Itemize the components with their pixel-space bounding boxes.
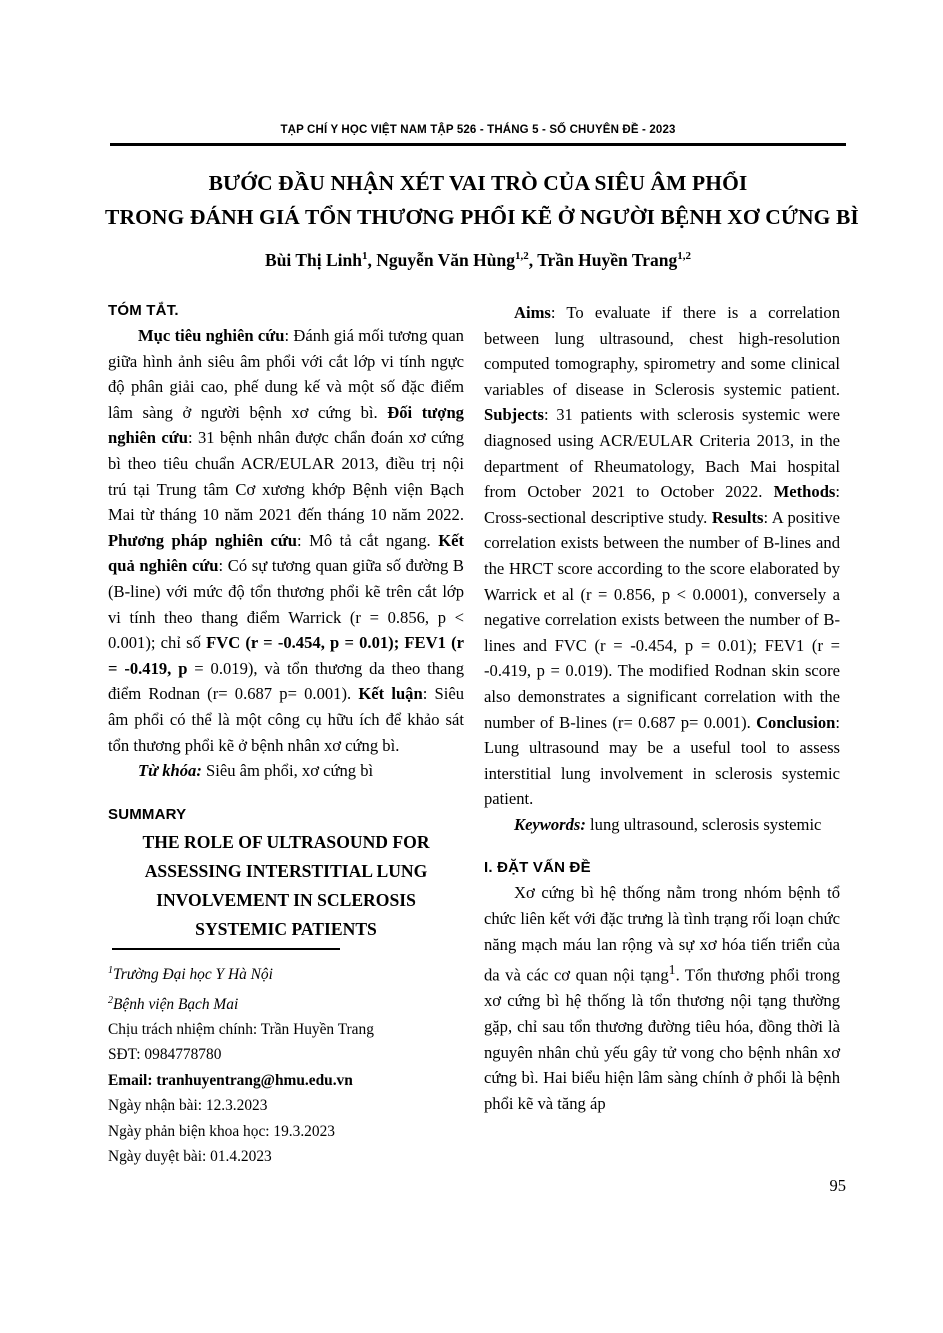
affiliation-1-text: Trường Đại học Y Hà Nội <box>113 966 273 984</box>
label-results: Results <box>711 507 764 527</box>
label-aims: Aims <box>514 303 551 322</box>
intro-text-part-2: . Tổn thương phổi trong xơ cứng bì hệ thống là tổn thương nội tạng thường gặp, chỉ sau tổn thương đường tiêu hóa, đồng thời là nguyên nhân chủ yếu gây tử vong cho bệnh nhân xơ cứng bì. Hai biểu hiện lâm sàng chính ở phổi là bệnh phổi kẽ và tăng áp <box>484 965 840 1113</box>
email-line <box>108 1068 468 1093</box>
text-ket-luan: : Siêu âm phổi có thể là một công cụ hữu ích để khảo sát tổn thương phổi kẽ ở bệnh nhân xơ cứng bì. <box>108 684 465 755</box>
header-divider-rule <box>110 143 846 146</box>
page-number: 95 <box>829 1176 846 1195</box>
tomtat-heading: TÓM TẮT. <box>108 302 179 319</box>
text-fvc-fev-values: FVC (r = -0.454, p = 0.01); FEV1 (r = -0.419, p <box>108 633 464 678</box>
author-1-name: Bùi Thị Linh <box>265 250 362 270</box>
keywords-text-en: lung ultrasound, sclerosis systemic <box>585 814 822 834</box>
author-2-name: Nguyễn Văn Hùng <box>376 250 515 270</box>
author-list <box>105 250 851 271</box>
label-subjects: Subjects <box>484 405 544 425</box>
article-title <box>105 166 859 234</box>
label-doi-tuong: Đối tượng nghiên cứu <box>108 402 464 448</box>
citation-reference-1: 1 <box>668 962 676 978</box>
email-address: tranhuyentrang@hmu.edu.vn <box>156 1071 353 1089</box>
label-muc-tieu: Mục tiêu nghiên cứu <box>138 326 285 345</box>
text-results: : A positive correlation exists between the number of B-lines and the HRCT score according to the score elaborated by Warrick et al (r = 0.856, p < 0.0001), conversely a negative correlation exists between the number of B-lines and FVC (r = -0.454, p = 0.01); FEV1 (r = -0.419, p = 0.019). The modified Rodnan skin score also demonstrates a significant correlation with the number of B-lines (r= 0.687 p= 0.001). <box>484 507 840 732</box>
author-3-affiliation-marker: 1,2 <box>677 250 691 263</box>
email-label: Email: <box>108 1071 157 1089</box>
intro-text-part-1: Xơ cứng bì hệ thống nằm trong nhóm bệnh tổ chức liên kết với đặc trưng là tình trạng rối loạn chức năng mạch máu lan rộng và sự xơ hóa tiến triển của da và các cơ quan nội tạng <box>484 883 840 985</box>
keywords-label-en: Keywords: <box>514 814 586 834</box>
footnote-block <box>108 958 468 1170</box>
text-ket-qua: : Có sự tương quan giữa số đường B (B-line) với mức độ tổn thương phổi kẽ trên cắt lớp vi tính theo thang điểm Warrick (r = 0.856, p < 0.001); chỉ số <box>108 556 464 653</box>
introduction-paragraph <box>484 880 840 1116</box>
english-abstract <box>484 300 840 812</box>
keywords-label-vi: Từ khóa: <box>138 761 202 781</box>
right-column <box>484 300 840 1116</box>
label-methods: Methods <box>773 482 836 502</box>
affiliation-2-text: Bệnh viện Bạch Mai <box>113 995 239 1013</box>
vietnamese-keywords <box>108 758 464 784</box>
label-ket-luan: Kết luận <box>358 684 423 704</box>
label-phuong-phap: Phương pháp nghiên cứu <box>108 530 298 550</box>
author-2-affiliation-marker: 1,2 <box>515 250 529 263</box>
text-doi-tuong: : 31 bệnh nhân được chẩn đoán xơ cứng bì theo tiêu chuẩn ACR/EULAR 2013, điều trị nội trú tại Trung tâm Cơ xương khớp Bệnh viện Bạch Mai từ tháng 10 năm 2021 đến tháng 10 năm 2022. <box>108 428 464 525</box>
english-title <box>108 828 464 944</box>
label-ket-qua: Kết quả nghiên cứu <box>108 530 465 576</box>
article-title-line-2: TRONG ĐÁNH GIÁ TỔN THƯƠNG PHỔI KẼ Ở NGƯỜI BỆNH XƠ CỨNG BÌ <box>105 205 859 229</box>
footnote-divider-rule <box>112 948 340 950</box>
text-muc-tieu: : Đánh giá mối tương quan giữa hình ảnh siêu âm phổi với cắt lớp vi tính ngực độ phân giải cao, phế dung kế và một số đặc điểm lâm sàng ở người bệnh xơ cứng bì. <box>108 326 464 422</box>
vietnamese-abstract <box>108 323 464 758</box>
text-conclusion: : Lung ultrasound may be a useful tool to assess interstitial lung involvement in sclerosis systemic patient. <box>484 712 840 809</box>
english-title-line-1: THE ROLE OF ULTRASOUND FOR <box>142 831 430 852</box>
english-title-line-2: ASSESSING INTERSTITIAL LUNG <box>144 860 428 881</box>
article-title-line-1: BƯỚC ĐẦU NHẬN XÉT VAI TRÒ CỦA SIÊU ÂM PHỔI <box>208 171 748 195</box>
affiliation-1-marker: 1 <box>108 965 113 976</box>
affiliation-1 <box>108 958 468 988</box>
author-separator-1: , <box>367 250 377 270</box>
english-keywords <box>484 812 840 838</box>
affiliation-2 <box>108 988 468 1018</box>
keywords-text-vi: Siêu âm phổi, xơ cứng bì <box>201 761 374 781</box>
author-3-name: Trần Huyền Trang <box>537 250 678 270</box>
date-accepted: Ngày duyệt bài: 01.4.2023 <box>108 1148 272 1166</box>
text-subjects: : 31 patients with sclerosis systemic were diagnosed using ACR/EULAR Criteria 2013, in the department of Rheumatology, Bach Mai hospital from October 2021 to October 2022. <box>484 405 840 502</box>
author-separator-2: , <box>528 250 538 270</box>
summary-heading: SUMMARY <box>108 805 187 823</box>
text-fev-rodnan: = 0.019), và tổn thương da theo thang điểm Rodnan (r= 0.687 p= 0.001). <box>108 658 464 704</box>
affiliation-2-marker: 2 <box>108 994 113 1006</box>
date-reviewed: Ngày phản biện khoa học: 19.3.2023 <box>108 1122 335 1140</box>
running-header: TẠP CHÍ Y HỌC VIỆT NAM TẬP 526 - THÁNG 5 - SỐ CHUYÊN ĐỀ - 2023 <box>280 124 676 136</box>
label-conclusion: Conclusion <box>756 712 836 732</box>
left-column <box>108 300 464 944</box>
author-1-affiliation-marker: 1 <box>361 250 368 263</box>
english-title-line-4: SYSTEMIC PATIENTS <box>195 918 377 939</box>
corresponding-author: Chịu trách nhiệm chính: Trần Huyền Trang <box>108 1021 374 1039</box>
text-phuong-phap: : Mô tả cắt ngang. <box>297 530 439 550</box>
section-heading-dat-van-de: I. ĐẶT VẤN ĐỀ <box>484 859 591 877</box>
text-aims: : To evaluate if there is a correlation between lung ultrasound, chest high-resolution computed tomography, spirometry and some clinical variables of disease in Sclerosis systemic patient. <box>484 303 840 399</box>
english-title-line-3: INVOLVEMENT IN SCLEROSIS <box>156 889 416 910</box>
date-received: Ngày nhận bài: 12.3.2023 <box>108 1097 268 1115</box>
phone-number: SĐT: 0984778780 <box>108 1046 222 1064</box>
text-methods: : Cross-sectional descriptive study. <box>484 482 840 527</box>
